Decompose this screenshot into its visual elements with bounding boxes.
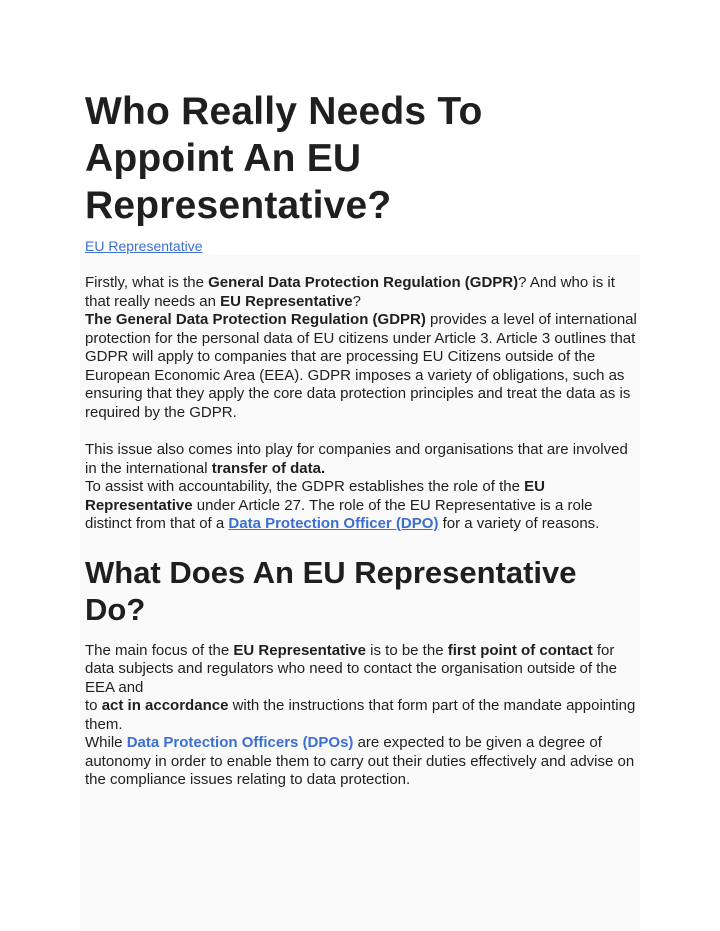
transfer-paragraph bbox=[85, 441, 640, 478]
mandate-paragraph bbox=[85, 697, 640, 734]
page-title: Who Really Needs To Appoint An EU Representative? bbox=[85, 90, 483, 227]
text-run: provides a level of international protection for the personal data of EU citizens under Article 3. Article 3 outlines that GDPR will apply to companies that are processing EU Citizens outside of the European Economic Area (EEA). GDPR imposes a variety of obligations, such as ensuring that they apply the core data protection principles and treat the data as is required by the GDPR. bbox=[85, 311, 637, 421]
intro-paragraph bbox=[85, 274, 640, 311]
bold-run: first point of contact bbox=[447, 641, 593, 659]
bold-run: The General Data Protection Regulation (GDPR) bbox=[85, 311, 426, 328]
section-heading: What Does An EU Representative Do? bbox=[85, 554, 577, 627]
bold-run: General Data Protection Regulation (GDPR) bbox=[208, 274, 519, 291]
document-body bbox=[85, 88, 640, 790]
dpo-paragraph bbox=[85, 734, 640, 790]
gdpr-paragraph bbox=[85, 311, 640, 422]
text-run: to bbox=[85, 697, 102, 714]
text-run: ? bbox=[352, 292, 361, 310]
accountability-paragraph bbox=[85, 478, 640, 534]
text-run: This issue also comes into play for companies and organisations that are involved in the international bbox=[85, 441, 628, 477]
text-run: with the instructions that form part of the mandate appointing them. bbox=[85, 697, 636, 733]
bold-run: EU Representative bbox=[85, 478, 545, 514]
text-run: for a variety of reasons. bbox=[438, 515, 600, 532]
bold-run: act in accordance bbox=[101, 697, 229, 714]
dpos-highlight: Data Protection Officers (DPOs) bbox=[126, 734, 354, 751]
text-run: under Article 27. The role of the EU Representative is a role distinct from that of a bbox=[85, 496, 593, 532]
text-run: While bbox=[85, 734, 127, 751]
text-run: for data subjects and regulators who need to contact the organisation outside of the EEA and bbox=[85, 641, 618, 696]
eu-representative-link[interactable]: EU Representative bbox=[85, 238, 203, 254]
text-run: The main focus of the bbox=[85, 641, 234, 659]
text-run: ? And who is it that really needs an bbox=[85, 274, 615, 310]
focus-paragraph bbox=[85, 642, 640, 698]
text-run: To assist with accountability, the GDPR establishes the role of the bbox=[85, 478, 525, 495]
bold-run: EU Representative bbox=[220, 292, 353, 310]
text-run: is to be the bbox=[365, 641, 448, 659]
text-run: Firstly, what is the bbox=[85, 274, 209, 291]
bold-run: EU Representative bbox=[233, 641, 366, 659]
bold-run: transfer of data. bbox=[211, 459, 326, 477]
text-run: are expected to be given a degree of autonomy in order to enable them to carry out their duties effectively and advise on the compliance issues relating to data protection. bbox=[85, 734, 635, 788]
dpo-link[interactable]: Data Protection Officer (DPO) bbox=[228, 515, 439, 532]
